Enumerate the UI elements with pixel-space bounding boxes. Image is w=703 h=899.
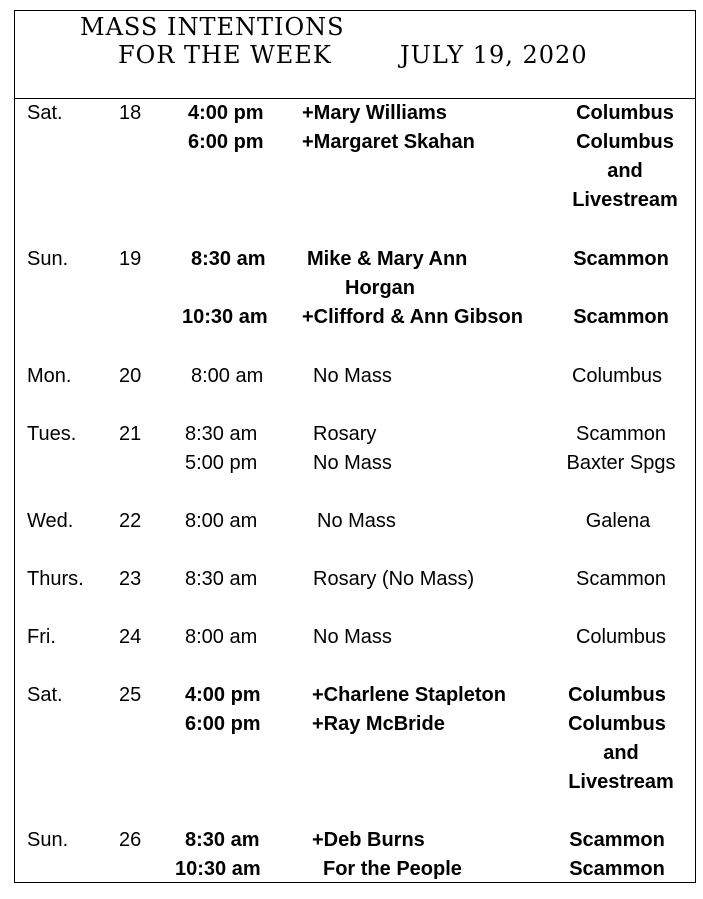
mass-location: Scammon <box>569 858 665 880</box>
mass-location: Columbus <box>571 365 663 387</box>
date-number: 26 <box>119 829 142 851</box>
mass-location: Galena <box>585 510 651 532</box>
mass-location: Scammon <box>573 306 669 328</box>
mass-location: Columbus <box>568 684 666 706</box>
mass-location: Livestream <box>568 771 674 793</box>
mass-time: 8:30 am <box>185 423 258 445</box>
mass-intention: No Mass <box>313 365 392 387</box>
schedule-header <box>15 11 695 99</box>
mass-time: 8:00 am <box>185 626 258 648</box>
day-label: Sat. <box>27 102 63 124</box>
mass-time: 6:00 pm <box>188 131 264 153</box>
date-number: 19 <box>119 248 142 270</box>
date-number: 20 <box>119 365 142 387</box>
mass-intention: +Ray McBride <box>312 713 445 735</box>
mass-intention: No Mass <box>313 452 392 474</box>
mass-location: Livestream <box>572 189 678 211</box>
mass-time: 8:30 am <box>185 829 260 851</box>
mass-location: Columbus <box>576 102 674 124</box>
mass-intention: For the People <box>323 858 462 880</box>
day-label: Wed. <box>27 510 74 532</box>
mass-location: and <box>607 160 643 182</box>
date-number: 24 <box>119 626 142 648</box>
mass-intention: Mike & Mary Ann <box>307 248 468 270</box>
header-title-line2: FOR THE WEEK <box>118 41 332 69</box>
mass-location: Scammon <box>575 423 667 445</box>
mass-location: Scammon <box>573 248 669 270</box>
mass-intention: +Clifford & Ann Gibson <box>302 306 523 328</box>
mass-location: Scammon <box>569 829 665 851</box>
header-title-line1: MASS INTENTIONS <box>80 13 345 41</box>
mass-intention: Rosary <box>313 423 377 445</box>
mass-intention: +Deb Burns <box>312 829 425 851</box>
mass-intention: Rosary (No Mass) <box>313 568 475 590</box>
mass-schedule-frame <box>14 10 696 883</box>
date-number: 23 <box>119 568 142 590</box>
mass-time: 4:00 pm <box>185 684 261 706</box>
date-number: 22 <box>119 510 142 532</box>
mass-location: Scammon <box>575 568 667 590</box>
day-label: Mon. <box>27 365 72 387</box>
mass-time: 8:30 am <box>185 568 258 590</box>
mass-time: 8:00 am <box>185 510 258 532</box>
header-date: JULY 19, 2020 <box>400 41 588 69</box>
mass-location: Columbus <box>568 713 666 735</box>
date-number: 25 <box>119 684 142 706</box>
mass-time: 8:30 am <box>191 248 266 270</box>
mass-intention: Horgan <box>345 277 415 299</box>
mass-time: 10:30 am <box>175 858 261 880</box>
day-label: Sun. <box>27 248 69 270</box>
mass-intention: No Mass <box>317 510 396 532</box>
day-label: Sat. <box>27 684 63 706</box>
mass-location: Columbus <box>575 626 667 648</box>
mass-time: 6:00 pm <box>185 713 261 735</box>
mass-location: Baxter Spgs <box>566 452 676 474</box>
mass-intention: +Margaret Skahan <box>302 131 475 153</box>
mass-intention: +Mary Williams <box>302 102 447 124</box>
day-label: Tues. <box>27 423 77 445</box>
day-label: Fri. <box>27 626 56 648</box>
day-label: Thurs. <box>27 568 84 590</box>
mass-time: 5:00 pm <box>185 452 258 474</box>
date-number: 18 <box>119 102 142 124</box>
mass-time: 4:00 pm <box>188 102 264 124</box>
mass-location: and <box>603 742 639 764</box>
mass-time: 10:30 am <box>182 306 268 328</box>
mass-intention: No Mass <box>313 626 392 648</box>
day-label: Sun. <box>27 829 69 851</box>
mass-location: Columbus <box>576 131 674 153</box>
mass-time: 8:00 am <box>191 365 264 387</box>
mass-intention: +Charlene Stapleton <box>312 684 506 706</box>
date-number: 21 <box>119 423 142 445</box>
